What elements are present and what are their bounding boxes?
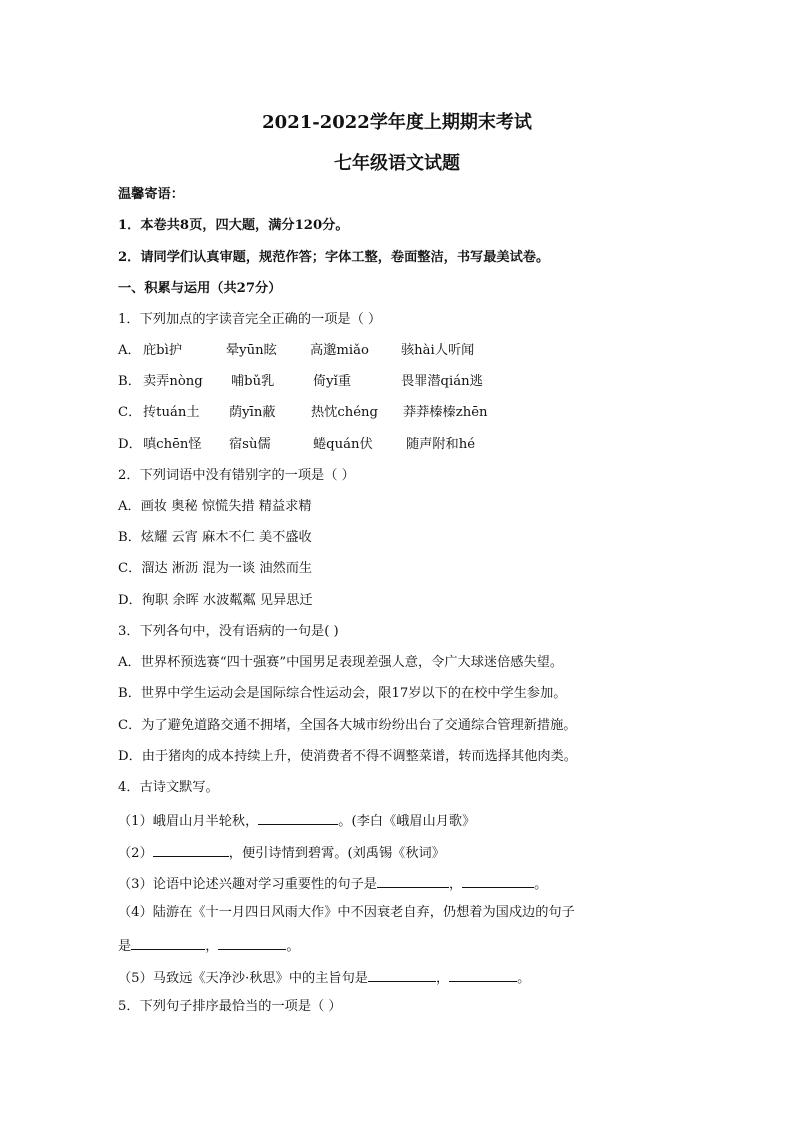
q2-stem: 2．下列词语中没有错别字的一项是（ ） xyxy=(118,468,355,483)
option-label: A． xyxy=(118,343,141,358)
q4-item-1-before: （1）峨眉山月半轮秋， xyxy=(118,814,259,829)
q4-item-4-before: 是 xyxy=(118,939,132,954)
exam-subtitle: 七年级语文试题 xyxy=(334,153,460,174)
answer-blank[interactable] xyxy=(368,967,436,982)
answer-blank[interactable] xyxy=(462,873,534,888)
q4-item-2 xyxy=(118,842,445,863)
option-word: 晕yūn眩 xyxy=(226,343,277,358)
q4-item-5 xyxy=(118,967,530,988)
q2-option-a: A．画妆 奥秘 惊慌失措 精益求精 xyxy=(118,499,312,514)
q4-item-3-mid: ， xyxy=(448,877,463,892)
q4-item-2-after: ，便引诗情到碧霄。(刘禹锡《秋词》 xyxy=(228,846,445,861)
option-word: 随声附和hé xyxy=(406,437,476,452)
q4-stem: 4．古诗文默写。 xyxy=(118,780,219,795)
q4-item-4-line-2 xyxy=(118,935,300,956)
option-word: 畏罪潜qián逃 xyxy=(401,374,483,389)
answer-blank[interactable] xyxy=(449,967,517,982)
option-word: 倚yǐ重 xyxy=(313,374,352,389)
q4-item-3 xyxy=(118,873,547,894)
answer-blank[interactable] xyxy=(377,873,449,888)
q3-option-d: D．由于猪肉的成本持续上升，使消费者不得不调整菜谱，转而选择其他肉类。 xyxy=(118,749,577,764)
option-word: 热忱chéng xyxy=(311,405,378,420)
answer-blank[interactable] xyxy=(131,935,205,950)
answer-blank[interactable] xyxy=(258,810,338,825)
option-word: 莽莽榛榛zhēn xyxy=(403,405,488,420)
option-label: B． xyxy=(118,374,141,389)
q4-item-3-after: 。 xyxy=(534,877,548,892)
option-word: 庇bì护 xyxy=(143,343,183,358)
q4-item-4-after: 。 xyxy=(286,939,300,954)
q4-item-3-before: （3）论语中论述兴趣对学习重要性的句子是 xyxy=(118,877,377,892)
q4-item-5-before: （5）马致远《天净沙·秋思》中的主旨句是 xyxy=(118,971,368,986)
q4-item-4-mid: ， xyxy=(205,939,219,954)
option-word: 宿sù儒 xyxy=(229,437,271,452)
option-word: 蜷quán伏 xyxy=(313,437,373,452)
notice-item-1: 1．本卷共8页，四大题，满分120分。 xyxy=(118,218,349,233)
answer-blank[interactable] xyxy=(153,842,229,857)
q2-option-c: C．溜达 淅沥 混为一谈 油然而生 xyxy=(118,561,313,576)
q3-option-a: A．世界杯预选赛“四十强赛”中国男足表现差强人意，令广大球迷倍感失望。 xyxy=(118,655,564,670)
q3-stem: 3．下列各句中，没有语病的一句是( ) xyxy=(118,624,339,639)
option-word: 荫yīn蔽 xyxy=(229,405,276,420)
q4-item-1-after: 。(李白《峨眉山月歌》 xyxy=(338,814,476,829)
q4-item-4-line-1: （4）陆游在《十一月四日风雨大作》中不因衰老自弃，仍想着为国戍边的句子 xyxy=(118,905,575,920)
q4-item-5-after: 。 xyxy=(517,971,531,986)
q5-stem: 5．下列句子排序最恰当的一项是（ ） xyxy=(118,999,342,1014)
q1-stem: 1．下列加点的字读音完全正确的一项是（ ） xyxy=(118,312,382,327)
option-word: 嗔chēn怪 xyxy=(143,437,202,452)
option-label: D． xyxy=(118,437,142,452)
option-word: 骇hài人听闻 xyxy=(401,343,475,358)
option-word: 抟tuán土 xyxy=(143,405,200,420)
exam-title: 2021-2022学年度上期期末考试 xyxy=(262,112,532,133)
q4-item-2-before: （2） xyxy=(118,846,153,861)
option-word: 卖弄nòng xyxy=(143,374,203,389)
answer-blank[interactable] xyxy=(218,935,286,950)
section-1-heading: 一、积累与运用（共27分） xyxy=(118,281,282,296)
notice-heading: 温馨寄语： xyxy=(118,187,184,202)
option-word: 高邈miǎo xyxy=(310,343,369,358)
q4-item-1 xyxy=(118,810,475,831)
q3-option-c: C．为了避免道路交通不拥堵，全国各大城市纷纷出台了交通综合管理新措施。 xyxy=(118,718,577,733)
q2-option-d: D．徇职 余晖 水波粼粼 见异思迁 xyxy=(118,593,313,608)
notice-item-2: 2．请同学们认真审题，规范作答；字体工整，卷面整洁，书写最美试卷。 xyxy=(118,250,550,265)
option-label: C． xyxy=(118,405,142,420)
q2-option-b: B．炫耀 云宵 麻木不仁 美不盛收 xyxy=(118,530,312,545)
q4-item-5-mid: ， xyxy=(435,971,450,986)
option-word: 哺bǔ乳 xyxy=(231,374,275,389)
q3-option-b: B．世界中学生运动会是国际综合性运动会，限17岁以下的在校中学生参加。 xyxy=(118,686,567,701)
